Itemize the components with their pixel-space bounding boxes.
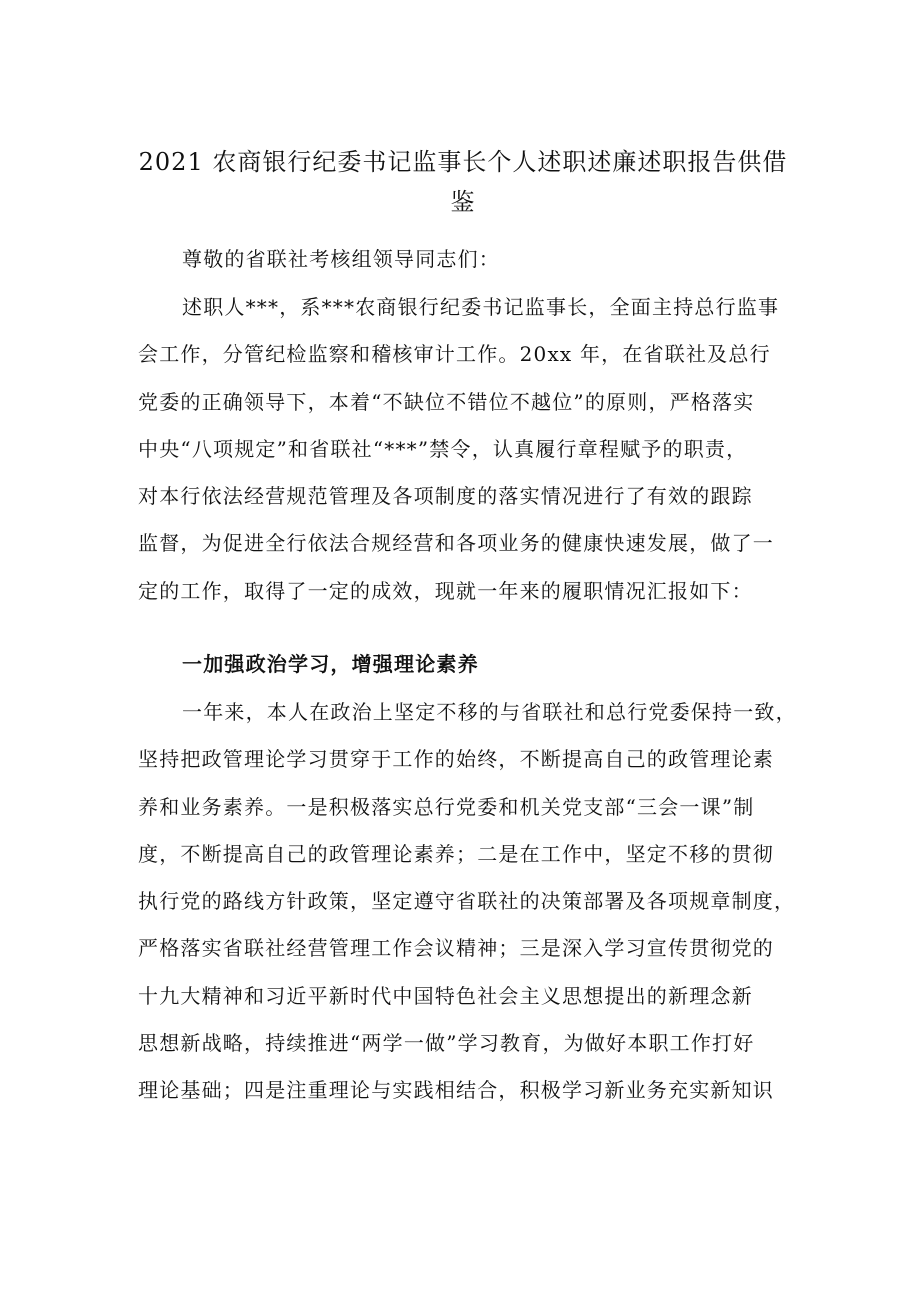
paragraph-line: 度，不断提高自己的政管理论素养；二是在工作中，坚定不移的贯彻 (138, 841, 774, 866)
paragraph-line: 一年来，本人在政治上坚定不移的与省联社和总行党委保持一致， (182, 700, 797, 724)
paragraph-line: 会工作，分管纪检监察和稽核审计工作。20xx 年，在省联社及总行 (138, 342, 771, 367)
section-heading (138, 641, 788, 688)
paragraph-intro (138, 284, 788, 615)
paragraph-line: 对本行依法经营规范管理及各项制度的落实情况进行了有效的跟踪 (138, 484, 753, 509)
paragraph-line: 思想新战略，持续推进“两学一做”学习教育，为做好本职工作打好 (138, 1031, 755, 1056)
title-line: 2021 农商银行纪委书记监事长个人述职述廉述职报告供借 (138, 148, 788, 176)
salutation-text: 尊敬的省联社考核组领导同志们： (182, 247, 500, 271)
document-title (138, 142, 788, 222)
paragraph-line: 严格落实省联社经营管理工作会议精神；三是深入学习宣传贯彻党的 (138, 936, 774, 961)
salutation (138, 236, 788, 283)
paragraph-line: 执行党的路线方针政策，坚定遵守省联社的决策部署及各项规章制度， (138, 889, 796, 914)
title-line: 鉴 (450, 188, 476, 216)
paragraph-line: 理论基础；四是注重理论与实践相结合，积极学习新业务充实新知识 (138, 1078, 774, 1103)
paragraph-line: 中央“八项规定”和省联社“***”禁令，认真履行章程赋予的职责， (138, 436, 748, 461)
paragraph-line: 监督，为促进全行依法合规经营和各项业务的健康快速发展，做了一 (138, 531, 774, 556)
paragraph-line: 养和业务素养。一是积极落实总行党委和机关党支部“三会一课”制 (138, 794, 755, 819)
paragraph-line: 坚持把政管理论学习贯穿于工作的始终，不断提高自己的政管理论素 (138, 747, 774, 772)
paragraph-line: 党委的正确领导下，本着“不缺位不错位不越位”的原则，严格落实 (138, 389, 755, 414)
paragraph-line: 定的工作，取得了一定的成效，现就一年来的履职情况汇报如下： (138, 578, 753, 603)
section-heading-text: 一加强政治学习，增强理论素养 (182, 652, 479, 676)
paragraph-line: 十九大精神和习近平新时代中国特色社会主义思想提出的新理念新 (138, 983, 753, 1008)
paragraph-political-study (138, 689, 797, 1115)
paragraph-line: 述职人***，系***农商银行纪委书记监事长，全面主持总行监事 (182, 295, 780, 319)
